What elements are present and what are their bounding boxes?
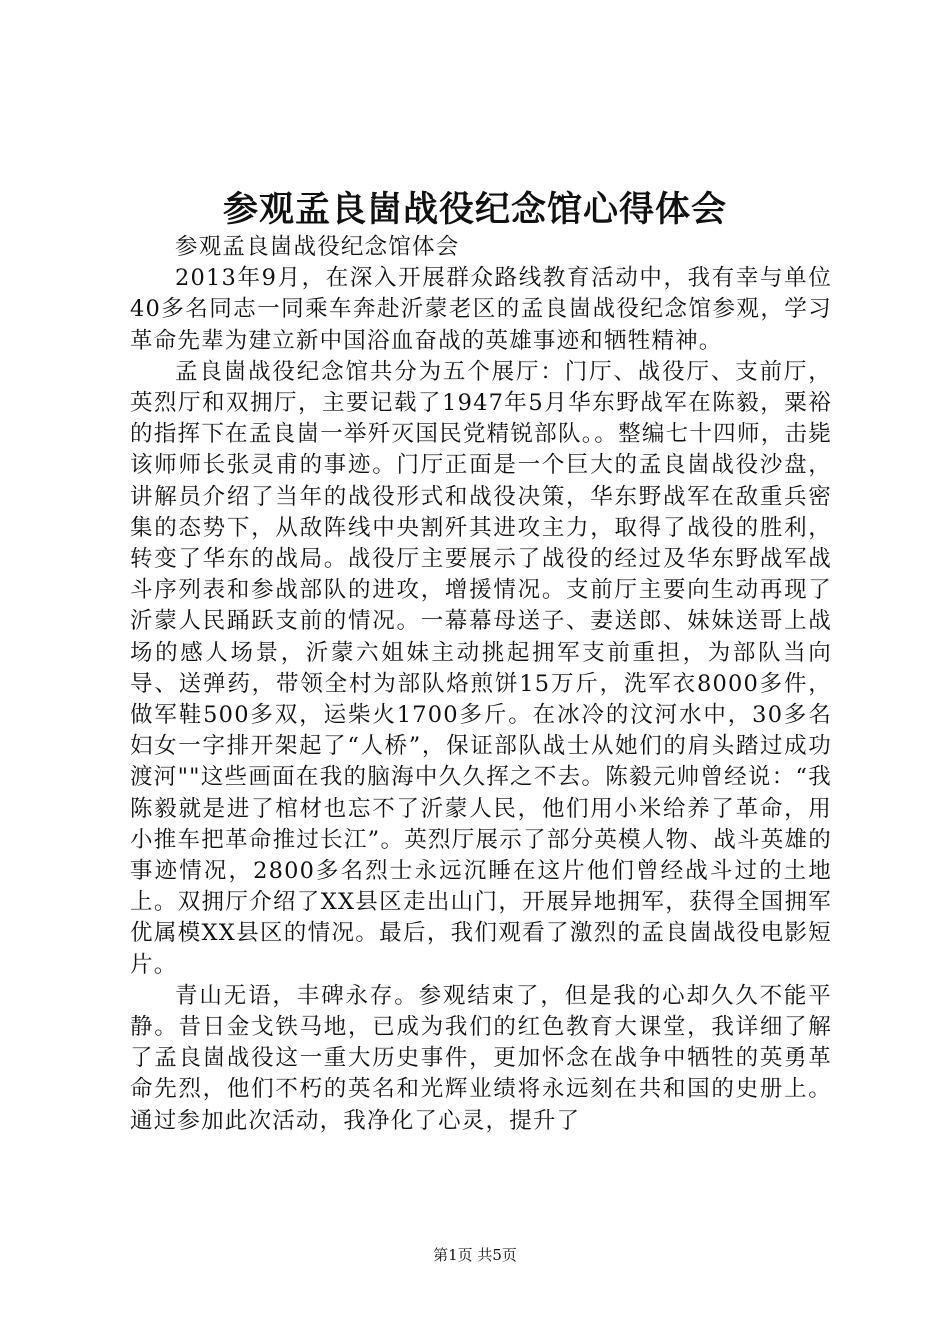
paragraph: 2013年9月，在深入开展群众路线教育活动中，我有幸与单位40多名同志一同乘车奔赴沂蒙老区的孟良崮战役纪念馆参观，学习革命先辈为建立新中国浴血奋战的英雄事迹和牺牲精神。	[130, 265, 832, 354]
document-body	[130, 232, 832, 1137]
document-title: 参观孟良崮战役纪念馆心得体会	[222, 189, 727, 230]
paragraph: 孟良崮战役纪念馆共分为五个展厅：门厅、战役厅、支前厅，英烈厅和双拥厅，主要记载了1947年5月华东野战军在陈毅，粟裕的指挥下在孟良崮一举歼灭国民党精锐部队。。整编七十四师，击毙该师师长张灵甫的事迹。门厅正面是一个巨大的孟良崮战役沙盘，讲解员介绍了当年的战役形式和战役决策，华东野战军在敌重兵密集的态势下，从敌阵线中央割歼其进攻主力，取得了战役的胜利，转变了华东的战局。战役厅主要展示了战役的经过及华东野战军战斗序列表和参战部队的进攻，增援情况。支前厅主要向生动再现了沂蒙人民踊跃支前的情况。一幕幕母送子、妻送郎、妹妹送哥上战场的感人场景，沂蒙六姐妹主动挑起拥军支前重担，为部队当向导、送弹药，带领全村为部队烙煎饼15万斤，洗军衣8000多件，做军鞋500多双，运柴火1700多斤。在冰冷的汶河水中，30多名妇女一字排开架起了“人桥”，保证部队战士从她们的肩头踏过成功渡河""这些画面在我的脑海中久久挥之不去。陈毅元帅曾经说：“我陈毅就是进了棺材也忘不了沂蒙人民，他们用小米给养了革命，用小推车把革命推过长江”。英烈厅展示了部分英模人物、战斗英雄的事迹情况，2800多名烈士永远沉睡在这片他们曾经战斗过的土地上。双拥厅介绍了XX县区走出山门，开展异地拥军，获得全国拥军优属模XX县区的情况。最后，我们观看了激烈的孟良崮战役电影短片。	[130, 358, 832, 978]
page-number-footer: 第1页 共5页	[433, 1246, 517, 1264]
paragraph: 青山无语，丰碑永存。参观结束了，但是我的心却久久不能平静。昔日金戈铁马地，已成为我们的红色教育大课堂，我详细了解了孟良崮战役这一重大历史事件，更加怀念在战争中牺牲的英勇革命先烈，他们不朽的英名和光辉业绩将永远刻在共和国的史册上。通过参加此次活动，我净化了心灵，提升了	[130, 982, 832, 1134]
document-subtitle: 参观孟良崮战役纪念馆体会	[175, 234, 460, 260]
